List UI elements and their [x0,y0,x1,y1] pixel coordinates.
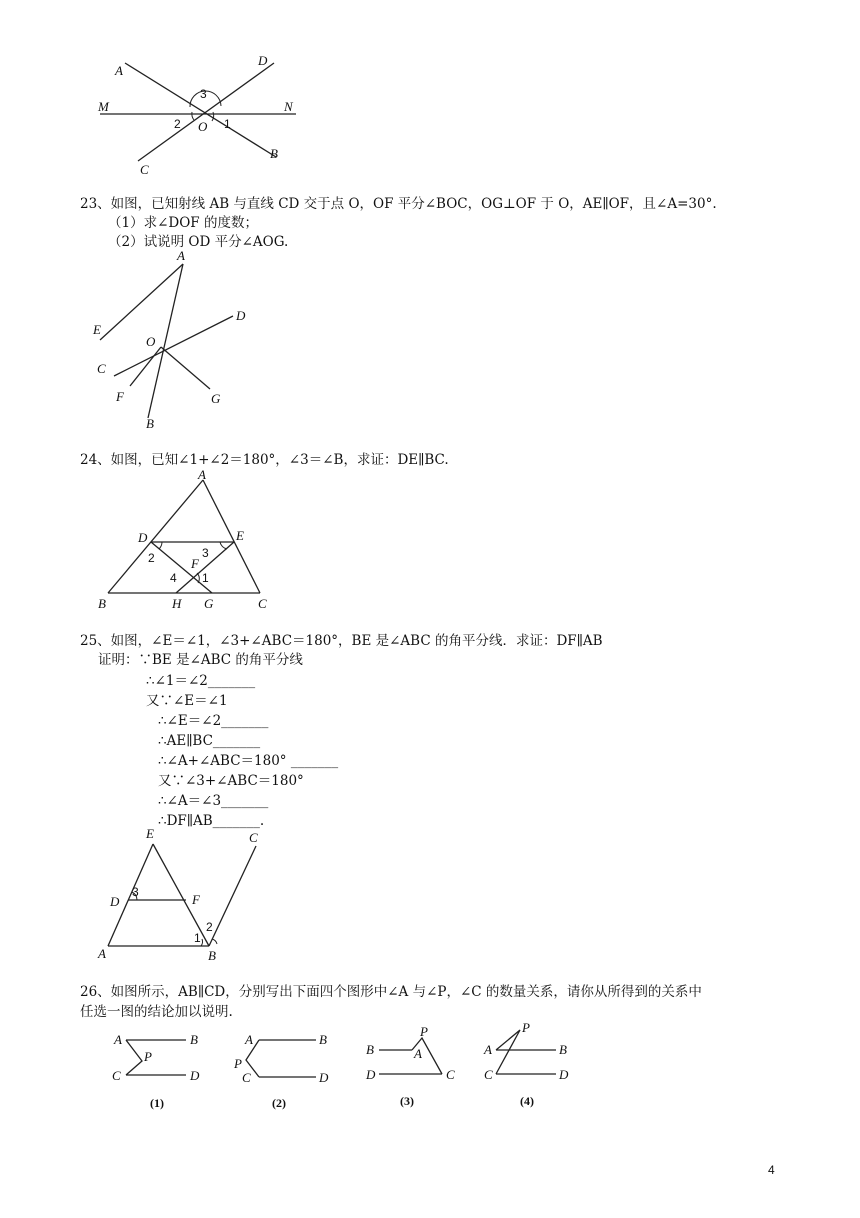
fig26-caption-3: (3) [400,1094,414,1108]
fig26-1-label-a: A [114,1032,122,1047]
q26-line2: 任选一图的结论加以说明. [80,1004,233,1020]
fig26-panel-3 [365,1024,455,1108]
fig26-4-label-b: B [559,1042,567,1057]
fig23-label-o: O [146,334,156,349]
fig24-label-a: A [198,467,206,482]
fig22-angle-3: 3 [200,87,207,101]
fig23-label-c: C [97,361,106,376]
fig26-4-label-c: C [484,1067,493,1082]
fig26-panel-4 [483,1020,569,1108]
fig26-3-label-a: A [414,1046,422,1061]
q25-proof-1: ∴∠1＝∠2_______ [146,673,256,689]
fig25-label-e: E [146,826,154,841]
q25-proof-0: 证明：∵BE 是∠ABC 的角平分线 [98,652,303,668]
figure-q26 [96,1016,596,1116]
fig24-angle-2: 2 [148,551,155,565]
fig26-3-label-c: C [446,1067,455,1082]
fig25-label-d: D [110,894,120,909]
fig26-4-label-d: D [559,1067,569,1082]
fig24-label-e: E [236,528,244,543]
fig23-label-a: A [177,248,185,263]
page-number: 4 [768,1163,775,1177]
fig26-3-label-b: B [366,1042,374,1057]
fig26-caption-4: (4) [520,1094,534,1108]
fig26-panel-2 [233,1032,329,1110]
fig26-2-label-b: B [319,1032,327,1047]
fig26-4-label-a: A [484,1042,492,1057]
fig26-caption-2: (2) [272,1096,286,1110]
fig25-angle-2: 2 [206,920,213,934]
fig23-label-f: F [116,389,124,404]
fig24-label-h: H [172,596,182,611]
figure-q25 [94,824,274,964]
fig22-angle-1: 1 [224,117,231,131]
fig24-angle-1: 1 [202,571,209,585]
fig24-angle-4: 4 [170,571,177,585]
q23-part2: （2）试说明 OD 平分∠AOG. [108,234,289,250]
fig25-label-b: B [208,948,216,963]
fig26-2-label-p: P [234,1056,242,1071]
fig26-1-label-d: D [190,1068,200,1083]
fig25-label-f: F [192,892,200,907]
fig25-angle-3: 3 [132,885,139,899]
fig22-label-b: B [270,146,278,161]
fig26-1-label-p: P [144,1049,152,1064]
fig22-label-m: M [98,99,109,114]
fig22-label-n: N [284,99,293,114]
fig24-label-g: G [204,596,214,611]
fig24-label-c: C [258,596,267,611]
q23-stem: 23、如图，已知射线 AB 与直线 CD 交于点 O，OF 平分∠BOC，OG⊥OF 于 O，AE∥OF，且∠A=30°. [80,196,717,212]
fig22-label-d: D [258,53,268,68]
fig26-3-label-p: P [420,1024,428,1039]
q25-proof-4: ∴AE∥BC_______ [158,733,261,749]
fig22-label-o: O [198,119,208,134]
fig24-angle-3: 3 [202,546,209,560]
q25-proof-8: ∴DF∥AB_______. [158,813,265,829]
fig26-1-label-b: B [190,1032,198,1047]
fig24-label-b: B [98,596,106,611]
fig26-2-label-c: C [242,1070,251,1085]
q25-proof-6: 又∵∠3+∠ABC＝180° [158,773,304,789]
figure-q24 [90,466,290,616]
fig25-angle-1: 1 [194,931,201,945]
q23-part1: （1）求∠DOF 的度数； [108,215,258,231]
fig26-2-label-d: D [319,1070,329,1085]
fig22-label-c: C [140,162,149,177]
q25-proof-3: ∴∠E＝∠2_______ [158,713,269,729]
fig22-label-a: A [115,63,123,78]
fig26-caption-1: (1) [150,1096,164,1110]
figure-q23 [88,248,268,438]
fig24-label-d: D [138,530,148,545]
fig26-panel-1 [112,1032,200,1110]
fig22-angle-2: 2 [174,117,181,131]
fig23-label-d: D [236,308,246,323]
q25-proof-2: 又∵∠E＝∠1 [146,693,228,709]
fig25-label-c: C [249,830,258,845]
fig26-4-label-p: P [522,1020,530,1035]
q25-proof-7: ∴∠A＝∠3_______ [158,793,269,809]
figure-q22 [88,48,318,178]
q25-stem: 25、如图，∠E＝∠1，∠3+∠ABC＝180°，BE 是∠ABC 的角平分线．求证：DF∥AB [80,633,603,649]
q25-proof-5: ∴∠A+∠ABC＝180° _______ [158,753,339,769]
fig23-label-g: G [211,391,221,406]
fig24-label-f: F [191,556,199,571]
fig26-2-label-a: A [245,1032,253,1047]
fig23-label-b: B [146,416,154,431]
fig26-1-label-c: C [112,1068,121,1083]
fig26-3-label-d: D [366,1067,376,1082]
fig25-label-a: A [98,946,106,961]
q24-stem: 24、如图，已知∠1+∠2＝180°，∠3＝∠B，求证：DE∥BC. [80,452,449,468]
fig23-label-e: E [93,322,101,337]
q26-line1: 26、如图所示，AB∥CD，分别写出下面四个图形中∠A 与∠P，∠C 的数量关系，请你从所得到的关系中 [80,984,702,1000]
